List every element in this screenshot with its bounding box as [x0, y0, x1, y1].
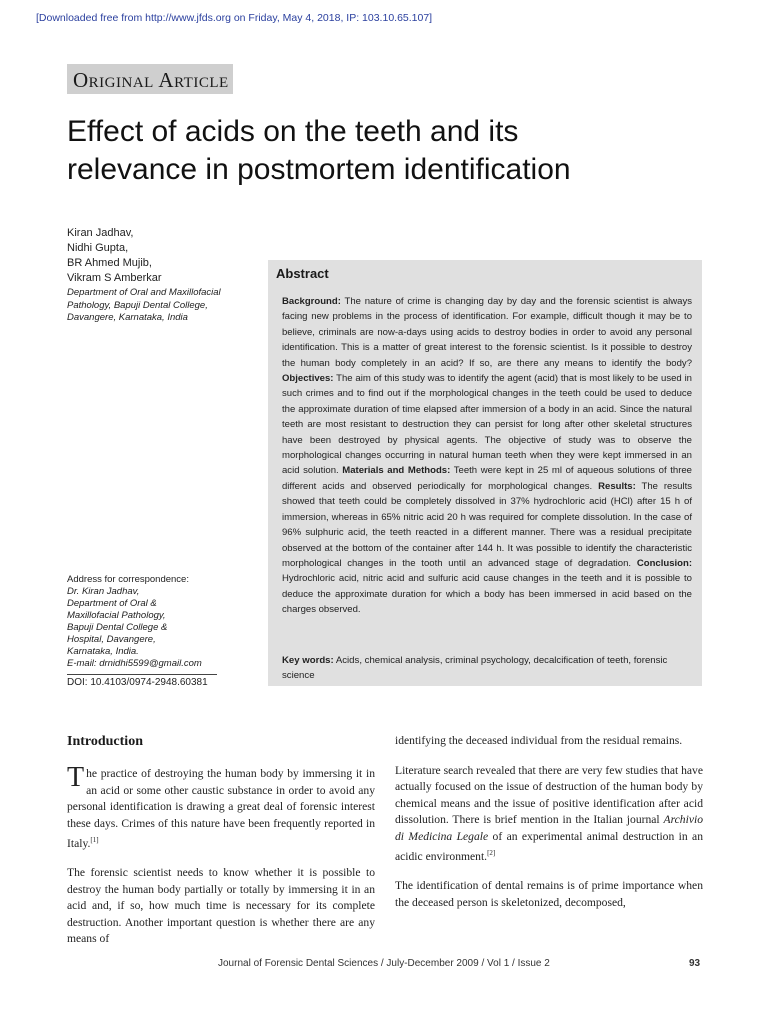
drop-cap: T — [67, 762, 85, 793]
journal-citation: Journal of Forensic Dental Sciences / July-December 2009 / Vol 1 / Issue 2 — [218, 958, 550, 969]
correspondence-block — [67, 574, 217, 670]
correspondence-line: Maxillofacial Pathology, — [67, 610, 166, 621]
author-list — [67, 226, 267, 325]
keywords-text: Acids, chemical analysis, criminal psychology, decalcification of teeth, forensic science — [282, 655, 668, 681]
correspondence-line: Department of Oral & — [67, 598, 157, 609]
article-title — [67, 113, 707, 189]
correspondence-line: Bapuji Dental College & — [67, 622, 168, 633]
title-line-2: relevance in postmortem identification — [67, 153, 571, 186]
paragraph-text: he practice of destroying the human body by immersing it in an acid or some other caustic substance in order to avoid any personal identification is drawing a great deal of forensic interest these days. Crimes of this nature have been frequently reported in Italy. — [67, 767, 375, 850]
background-text: The nature of crime is changing day by day and the forensic scientist is always facing new problems in the process of identification. For example, difficult though it may be to believe, criminals are now-a-days using acids to destroy bodies in order to avoid any personal identification. This is a matter of great interest to the forensic scientist. Is it possible to destroy the human body completely in an acid? If so, are there any means to identify the body? — [282, 296, 692, 369]
abstract-heading: Abstract — [276, 266, 329, 281]
objectives-text: The aim of this study was to identify the agent (acid) that is most likely to be used in such crimes and to find out if the morphological changes in the teeth could be used to deduce the approximate duration of time elapsed after immersion of a body in an acid. Since the natural teeth are most resistant to destruction they can persist for long after other skeletal structures have been destroyed by physical agents. The objective of study was to observe the morphological changes occurring in natural human teeth when they were kept immersed in an acid solution. — [282, 373, 692, 477]
correspondence-divider — [67, 674, 217, 675]
abstract-text — [282, 294, 692, 618]
paragraph: The forensic scientist needs to know whether it is possible to destroy the human body partially or totally by immersing it in an acid and, if so, how much time is necessary for its complete destruction. Another important question is whether there are any means of — [67, 866, 375, 946]
results-text: The results showed that teeth could be completely dissolved in 37% hydrochloric acid (HCl) after 15 h of immersion, whereas in 65% nitric acid 20 h was required for complete dissolution. In the case of 96% sulphuric acid, the teeth reacted in a different manner. There was a residual precipitate observed at the bottom of the container after 144 h. It was possible to identify the characteristic morphological changes in the tooth until an advanced stage of degradation. — [282, 480, 692, 569]
body-column-left — [67, 762, 375, 961]
paragraph — [395, 763, 703, 866]
paragraph-text: of an experimental animal destruction in an acidic environment. — [395, 829, 703, 863]
keywords — [282, 654, 692, 683]
methods-text: Teeth were kept in 25 ml of aqueous solutions of three different acids and observed periodically for morphological changes. — [282, 465, 692, 492]
correspondence-line: Dr. Kiran Jadhav, — [67, 586, 140, 597]
paragraph: identifying the deceased individual from the residual remains. — [395, 734, 683, 747]
results-label: Results: — [598, 480, 636, 492]
conclusion-label: Conclusion: — [636, 557, 692, 569]
doi[interactable]: DOI: 10.4103/0974-2948.60381 — [67, 677, 208, 688]
background-label: Background: — [282, 296, 341, 307]
reference-link[interactable]: [1] — [90, 836, 99, 844]
correspondence-line: Karnataka, India. — [67, 646, 139, 657]
author-name: Kiran Jadhav, — [67, 227, 134, 239]
body-column-right — [395, 733, 703, 924]
abstract-box — [268, 260, 702, 686]
correspondence-email[interactable]: E-mail: drnidhi5599@gmail.com — [67, 658, 202, 669]
correspondence-address — [67, 586, 217, 670]
journal-name: Archivio di Medicina Legale — [395, 813, 703, 843]
conclusion-text: Hydrochloric acid, nitric acid and sulfuric acid cause changes in the teeth and it is possible to deduce the approximate duration for which a body has been immersed in acid based on the charges observed. — [282, 573, 692, 616]
author-name: BR Ahmed Mujib, — [67, 257, 152, 269]
correspondence-heading: Address for correspondence: — [67, 574, 189, 585]
author-affiliation: Department of Oral and Maxillofacial Pathology, Bapuji Dental College, Davangere, Karnataka, India — [67, 287, 221, 323]
reference-link[interactable]: [2] — [487, 849, 496, 857]
author-name: Nidhi Gupta, — [67, 242, 129, 254]
paragraph: The identification of dental remains is of prime importance when the deceased person is skeletonized, decomposed, — [395, 879, 703, 909]
page-number: 93 — [689, 958, 701, 969]
title-line-1: Effect of acids on the teeth and its — [67, 115, 519, 148]
objectives-label: Objectives: — [282, 373, 334, 385]
introduction-heading: Introduction — [67, 734, 143, 749]
section-tag: Original Article — [67, 64, 233, 94]
download-note: [Downloaded free from http://www.jfds.org on Friday, May 4, 2018, IP: 103.10.65.107] — [36, 12, 433, 24]
methods-label: Materials and Methods: — [342, 465, 451, 477]
correspondence-line: Hospital, Davangere, — [67, 634, 156, 645]
paragraph — [67, 762, 375, 852]
author-name: Vikram S Amberkar — [67, 272, 162, 284]
keywords-label: Key words: — [282, 655, 334, 666]
paragraph-text: Literature search revealed that there are very few studies that have actually focused on the issue of destruction of the human body by chemical means and the issue of positive identification after acid dissolution. There is brief mention in the Italian journal — [395, 763, 703, 826]
